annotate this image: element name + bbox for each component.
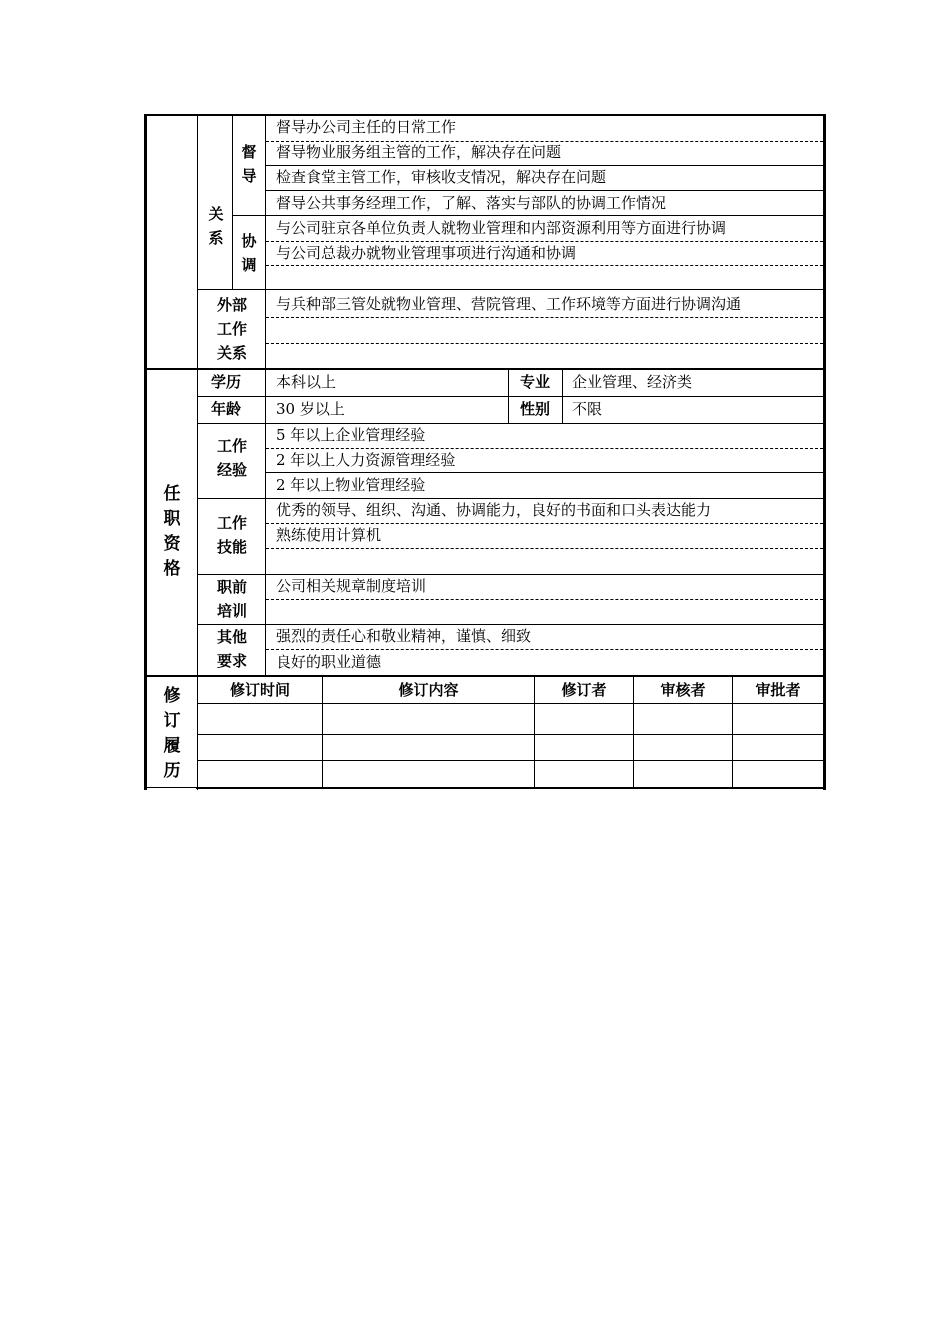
dashed-divider <box>266 599 823 600</box>
experience-item: 5 年以上企业管理经验 <box>276 426 426 444</box>
skills-item: 优秀的领导、组织、沟通、协调能力，良好的书面和口头表达能力 <box>276 501 712 519</box>
coordinate-label: 协调 <box>241 232 257 274</box>
row-divider <box>197 624 823 625</box>
external-item: 与兵种部三管处就物业管理、营院管理、工作环境等方面进行协调沟通 <box>276 295 742 313</box>
relations-label: 关系 <box>208 205 224 247</box>
supervise-item: 督导公共事务经理工作，了解、落实与部队的协调工作情况 <box>276 194 667 212</box>
supervise-label: 督导 <box>241 143 257 185</box>
coordinate-item: 与公司总裁办就物业管理事项进行沟通和协调 <box>276 244 577 262</box>
supervise-item: 检查食堂主管工作，审核收支情况，解决存在问题 <box>276 168 607 186</box>
subsection-line <box>232 114 233 289</box>
table-left-border <box>144 114 147 790</box>
experience-item: 2 年以上物业管理经验 <box>276 476 426 494</box>
dashed-divider <box>266 448 823 449</box>
training-label: 职前培训 <box>216 578 247 620</box>
row-divider <box>197 734 823 735</box>
dashed-divider <box>266 265 823 266</box>
major-label: 专业 <box>519 373 550 391</box>
age-value: 30 岁以上 <box>276 400 345 418</box>
table-bottom-border <box>196 787 826 789</box>
coordinate-item: 与公司驻京各单位负责人就物业管理和内部资源利用等方面进行协调 <box>276 219 727 237</box>
job-description-table <box>144 114 826 790</box>
table-right-border <box>823 114 826 790</box>
age-label: 年龄 <box>210 400 241 418</box>
gender-value: 不限 <box>572 400 603 418</box>
approver-header: 审批者 <box>755 681 801 699</box>
revision-label: 修订履历 <box>163 686 181 781</box>
reviewer-header: 审核者 <box>660 681 706 699</box>
skills-label: 工作技能 <box>216 514 247 556</box>
row-divider <box>197 703 823 704</box>
gender-label: 性别 <box>519 400 550 418</box>
dashed-divider <box>266 241 823 242</box>
dashed-divider <box>266 317 823 318</box>
supervise-item: 督导办公司主任的日常工作 <box>276 118 457 136</box>
dashed-divider <box>266 649 823 650</box>
row-divider <box>197 574 823 575</box>
other-requirements-item: 强烈的责任心和敬业精神，谨慎、细致 <box>276 627 532 645</box>
table-bottom-border-left <box>147 787 196 788</box>
dashed-divider <box>266 343 823 344</box>
row-divider <box>197 760 823 761</box>
training-item: 公司相关规章制度培训 <box>276 577 427 595</box>
dashed-divider <box>266 523 823 524</box>
education-label: 学历 <box>210 373 241 391</box>
row-divider <box>266 472 823 473</box>
row-divider <box>266 190 823 191</box>
dashed-divider <box>266 548 823 549</box>
row-divider <box>197 423 823 424</box>
skills-item: 熟练使用计算机 <box>276 526 382 544</box>
row-divider <box>266 165 823 166</box>
reviser-header: 修订者 <box>561 681 607 699</box>
external-label: 外部工作关系 <box>216 296 247 362</box>
revision-time-header: 修订时间 <box>229 681 290 699</box>
section-divider <box>144 675 826 677</box>
experience-label: 工作经验 <box>216 437 247 479</box>
supervise-item: 督导物业服务组主管的工作，解决存在问题 <box>276 143 562 161</box>
row-divider <box>232 215 823 216</box>
other-requirements-label: 其他要求 <box>216 628 247 670</box>
revision-content-header: 修订内容 <box>398 681 459 699</box>
table-top-border <box>144 114 826 116</box>
other-requirements-item: 良好的职业道德 <box>276 653 382 671</box>
experience-item: 2 年以上人力资源管理经验 <box>276 451 456 469</box>
qualifications-label: 任职资格 <box>163 484 181 579</box>
education-value: 本科以上 <box>276 373 337 391</box>
row-divider <box>197 498 823 499</box>
major-value: 企业管理、经济类 <box>572 373 693 391</box>
row-divider <box>197 289 823 290</box>
